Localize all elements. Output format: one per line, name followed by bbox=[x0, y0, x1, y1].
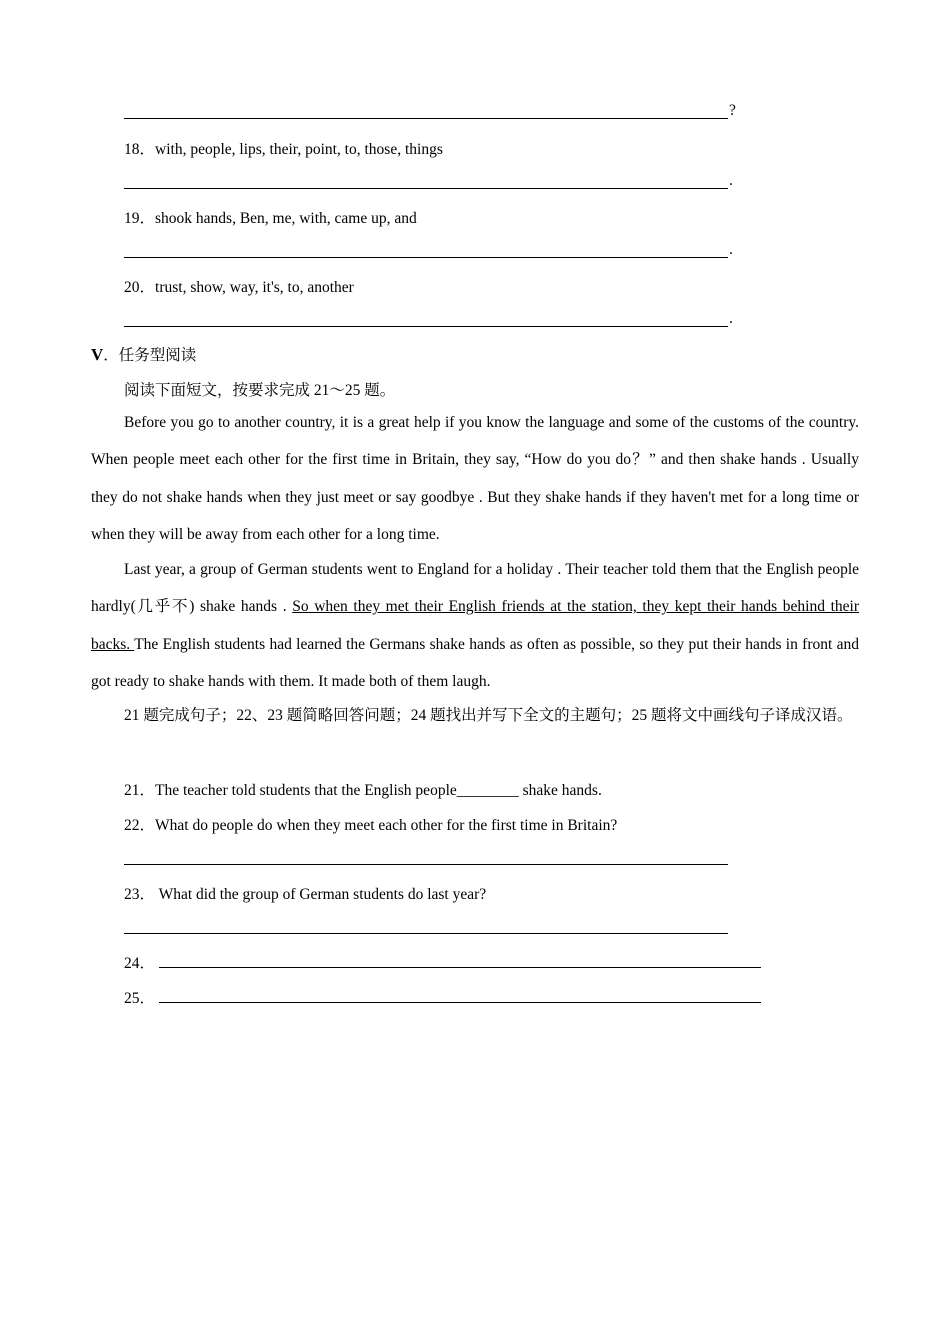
underlined-sentence: So when they met their English friends at the station, they kept their hands behind their backs. bbox=[91, 598, 860, 653]
section-instruction: 阅读下面短文，按要求完成 21～25 题。 bbox=[124, 382, 396, 399]
question-number: 20 bbox=[124, 279, 140, 296]
passage-paragraph-2 bbox=[91, 551, 859, 700]
question-number: 18 bbox=[124, 141, 140, 158]
question-number: 19 bbox=[124, 210, 140, 227]
question-text-end: shake hands. bbox=[518, 782, 602, 799]
question-text: The teacher told students that the English people bbox=[155, 782, 457, 799]
question-24: 24． bbox=[124, 955, 156, 972]
fill-blank[interactable]: ________ bbox=[456, 782, 519, 799]
question-words: shook hands, Ben, me, with, came up, and bbox=[155, 210, 417, 227]
question-words: with, people, lips, their, point, to, those, things bbox=[155, 141, 443, 158]
question-21: 21．The teacher told students that the English people________ shake hands. bbox=[124, 782, 602, 799]
question-number: 22 bbox=[124, 817, 140, 834]
answer-line-19[interactable] bbox=[124, 257, 728, 258]
answer-line-22[interactable] bbox=[124, 864, 728, 865]
end-mark-18: . bbox=[729, 172, 733, 189]
end-mark-20: . bbox=[729, 310, 733, 327]
answer-line-25[interactable] bbox=[159, 1002, 761, 1003]
section-heading: V．任务型阅读 bbox=[91, 345, 197, 364]
question-18: 18．with, people, lips, their, point, to, those, things bbox=[124, 141, 443, 158]
question-22: 22．What do people do when they meet each other for the first time in Britain? bbox=[124, 817, 618, 834]
question-number: 24 bbox=[124, 955, 140, 972]
section-numeral: V bbox=[91, 345, 104, 364]
question-words: trust, show, way, it's, to, another bbox=[155, 279, 354, 296]
question-19: 19．shook hands, Ben, me, with, came up, and bbox=[124, 210, 417, 227]
task-instruction: 21 题完成句子；22、23 题简略回答问题；24 题找出并写下全文的主题句；25 题将文中画线句子译成汉语。 bbox=[124, 707, 853, 724]
end-mark-17: ? bbox=[729, 102, 736, 119]
question-number: 23 bbox=[124, 886, 140, 903]
question-text: What do people do when they meet each other for the first time in Britain? bbox=[155, 817, 618, 834]
question-25: 25． bbox=[124, 990, 156, 1007]
paragraph-2-text-end: The English students had learned the Germans shake hands as often as possible, so they put their hands in front and got ready to shake hands with them. It made both of them laugh. bbox=[91, 635, 860, 690]
question-number: 25 bbox=[124, 990, 140, 1007]
section-title: 任务型阅读 bbox=[118, 347, 197, 364]
question-text: What did the group of German students do last year? bbox=[155, 886, 487, 903]
answer-line-18[interactable] bbox=[124, 188, 728, 189]
question-23: 23． What did the group of German students do last year? bbox=[124, 886, 487, 903]
end-mark-19: . bbox=[729, 241, 733, 258]
paragraph-2-text: Last year, a group of German students went to England for a holiday . Their teacher told them that the English people hardly(几乎不) shake hands . bbox=[91, 561, 859, 616]
answer-line-24[interactable] bbox=[159, 967, 761, 968]
answer-line-23[interactable] bbox=[124, 933, 728, 934]
answer-line-17[interactable] bbox=[124, 118, 728, 119]
question-20: 20．trust, show, way, it's, to, another bbox=[124, 279, 354, 296]
answer-line-20[interactable] bbox=[124, 326, 728, 327]
question-number: 21 bbox=[124, 782, 140, 799]
passage-paragraph-1: Before you go to another country, it is a great help if you know the language and some of the customs of the country. When people meet each other for the first time in Britain, they say, “How do you do？” and then shake hands . Usually they do not shake hands when they just meet or say goodbye . But they shake hands if they haven't met for a long time or when they will be away from each other for a long time. bbox=[91, 414, 859, 543]
